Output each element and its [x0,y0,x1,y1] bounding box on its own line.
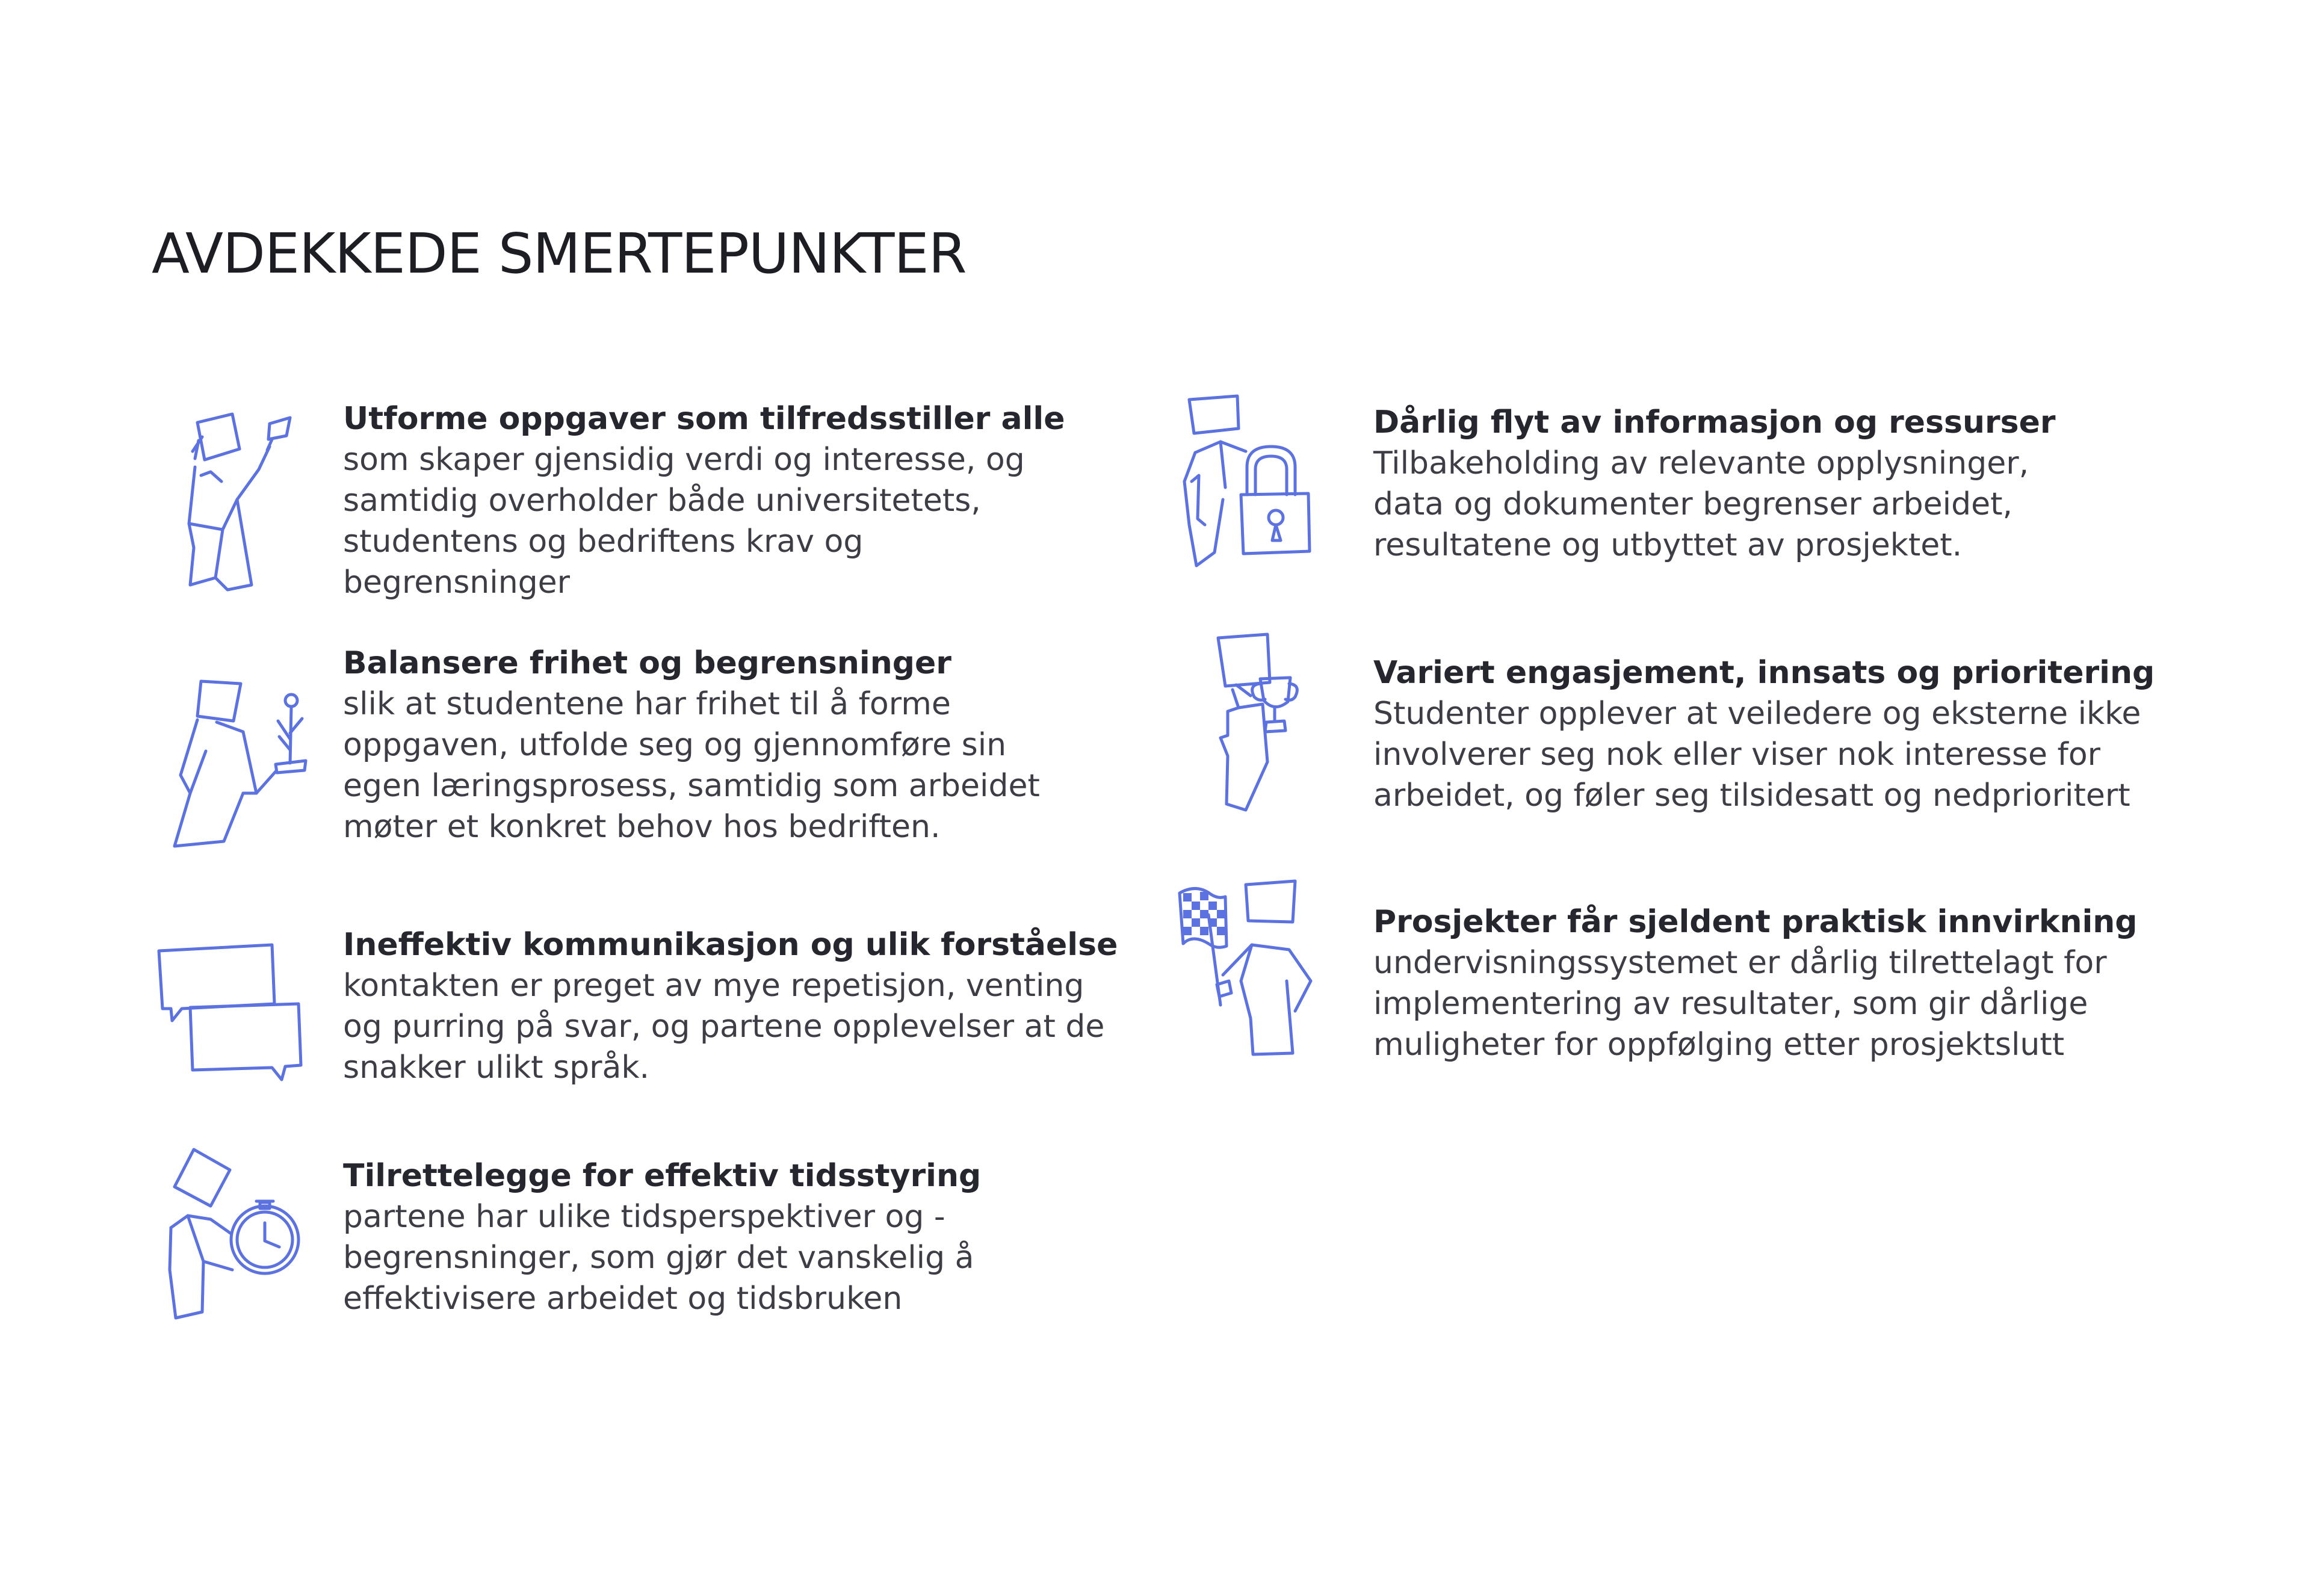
graduate-trophy-icon [1210,629,1366,810]
item-text-line: samtidig overholder både universitetets, [343,483,981,519]
item-text-line: egen læringsprosess, samtidig som arbeidet [343,768,1040,804]
page-title: AVDEKKEDE SMERTEPUNKTER [152,221,967,286]
item-text-line: implementering av resultater, som gir dårlige [1373,986,2088,1022]
item-text-line: Studenter opplever at veiledere og eksterne ikke [1373,696,2141,732]
item-text-line: begrensninger, som gjør det vanskelig å [343,1240,974,1276]
graduate-checkered-flag-icon [1175,879,1331,1059]
item-text-line: og purring på svar, og partene opplevelser at de [343,1009,1105,1045]
item-text-line: partene har ulike tidsperspektiver og - [343,1199,945,1235]
item-heading: Variert engasjement, innsats og prioritering [1373,655,2155,691]
item-heading: Dårlig flyt av informasjon og ressurser [1373,404,2056,441]
item-heading: Utforme oppgaver som tilfredsstiller alle [343,401,1065,437]
graduate-stopwatch-icon [159,1143,315,1324]
item-text-line: møter et konkret behov hos bedriften. [343,809,941,845]
item-text-line: begrensninger [343,564,571,601]
graduate-padlock-icon [1181,391,1337,572]
item-text-line: muligheter for oppfølging etter prosjektslutt [1373,1027,2065,1063]
item-text-line: oppgaven, utfolde seg og gjennomføre sin [343,727,1007,763]
item-heading: Prosjekter får sjeldent praktisk innvirkning [1373,904,2138,940]
item-heading: Balansere frihet og begrensninger [343,645,951,681]
graduate-plant-icon [166,673,323,853]
item-text-line: Tilbakeholding av relevante opplysninger, [1373,445,2029,481]
item-heading: Ineffektiv kommunikasjon og ulik forståelse [343,927,1118,963]
item-heading: Tilrettelegge for effektiv tidsstyring [343,1158,982,1194]
item-text-line: som skaper gjensidig verdi og interesse, og [343,442,1025,478]
speech-bubbles-icon [154,939,311,1119]
item-text-line: effektivisere arbeidet og tidsbruken [343,1281,903,1317]
graduate-celebrating-icon [155,409,312,590]
item-text-line: involverer seg nok eller viser nok interesse for [1373,737,2101,773]
item-text-line: studentens og bedriftens krav og [343,524,864,560]
item-text-line: data og dokumenter begrenser arbeidet, [1373,486,2012,522]
item-text-line: kontakten er preget av mye repetisjon, venting [343,968,1084,1004]
item-text-line: slik at studentene har frihet til å forme [343,686,951,722]
item-text-line: resultatene og utbyttet av prosjektet. [1373,527,1963,563]
item-text-line: undervisningssystemet er dårlig tilrettelagt for [1373,945,2107,981]
item-text-line: snakker ulikt språk. [343,1050,650,1086]
item-text-line: arbeidet, og føler seg tilsidesatt og nedprioritert [1373,778,2130,814]
